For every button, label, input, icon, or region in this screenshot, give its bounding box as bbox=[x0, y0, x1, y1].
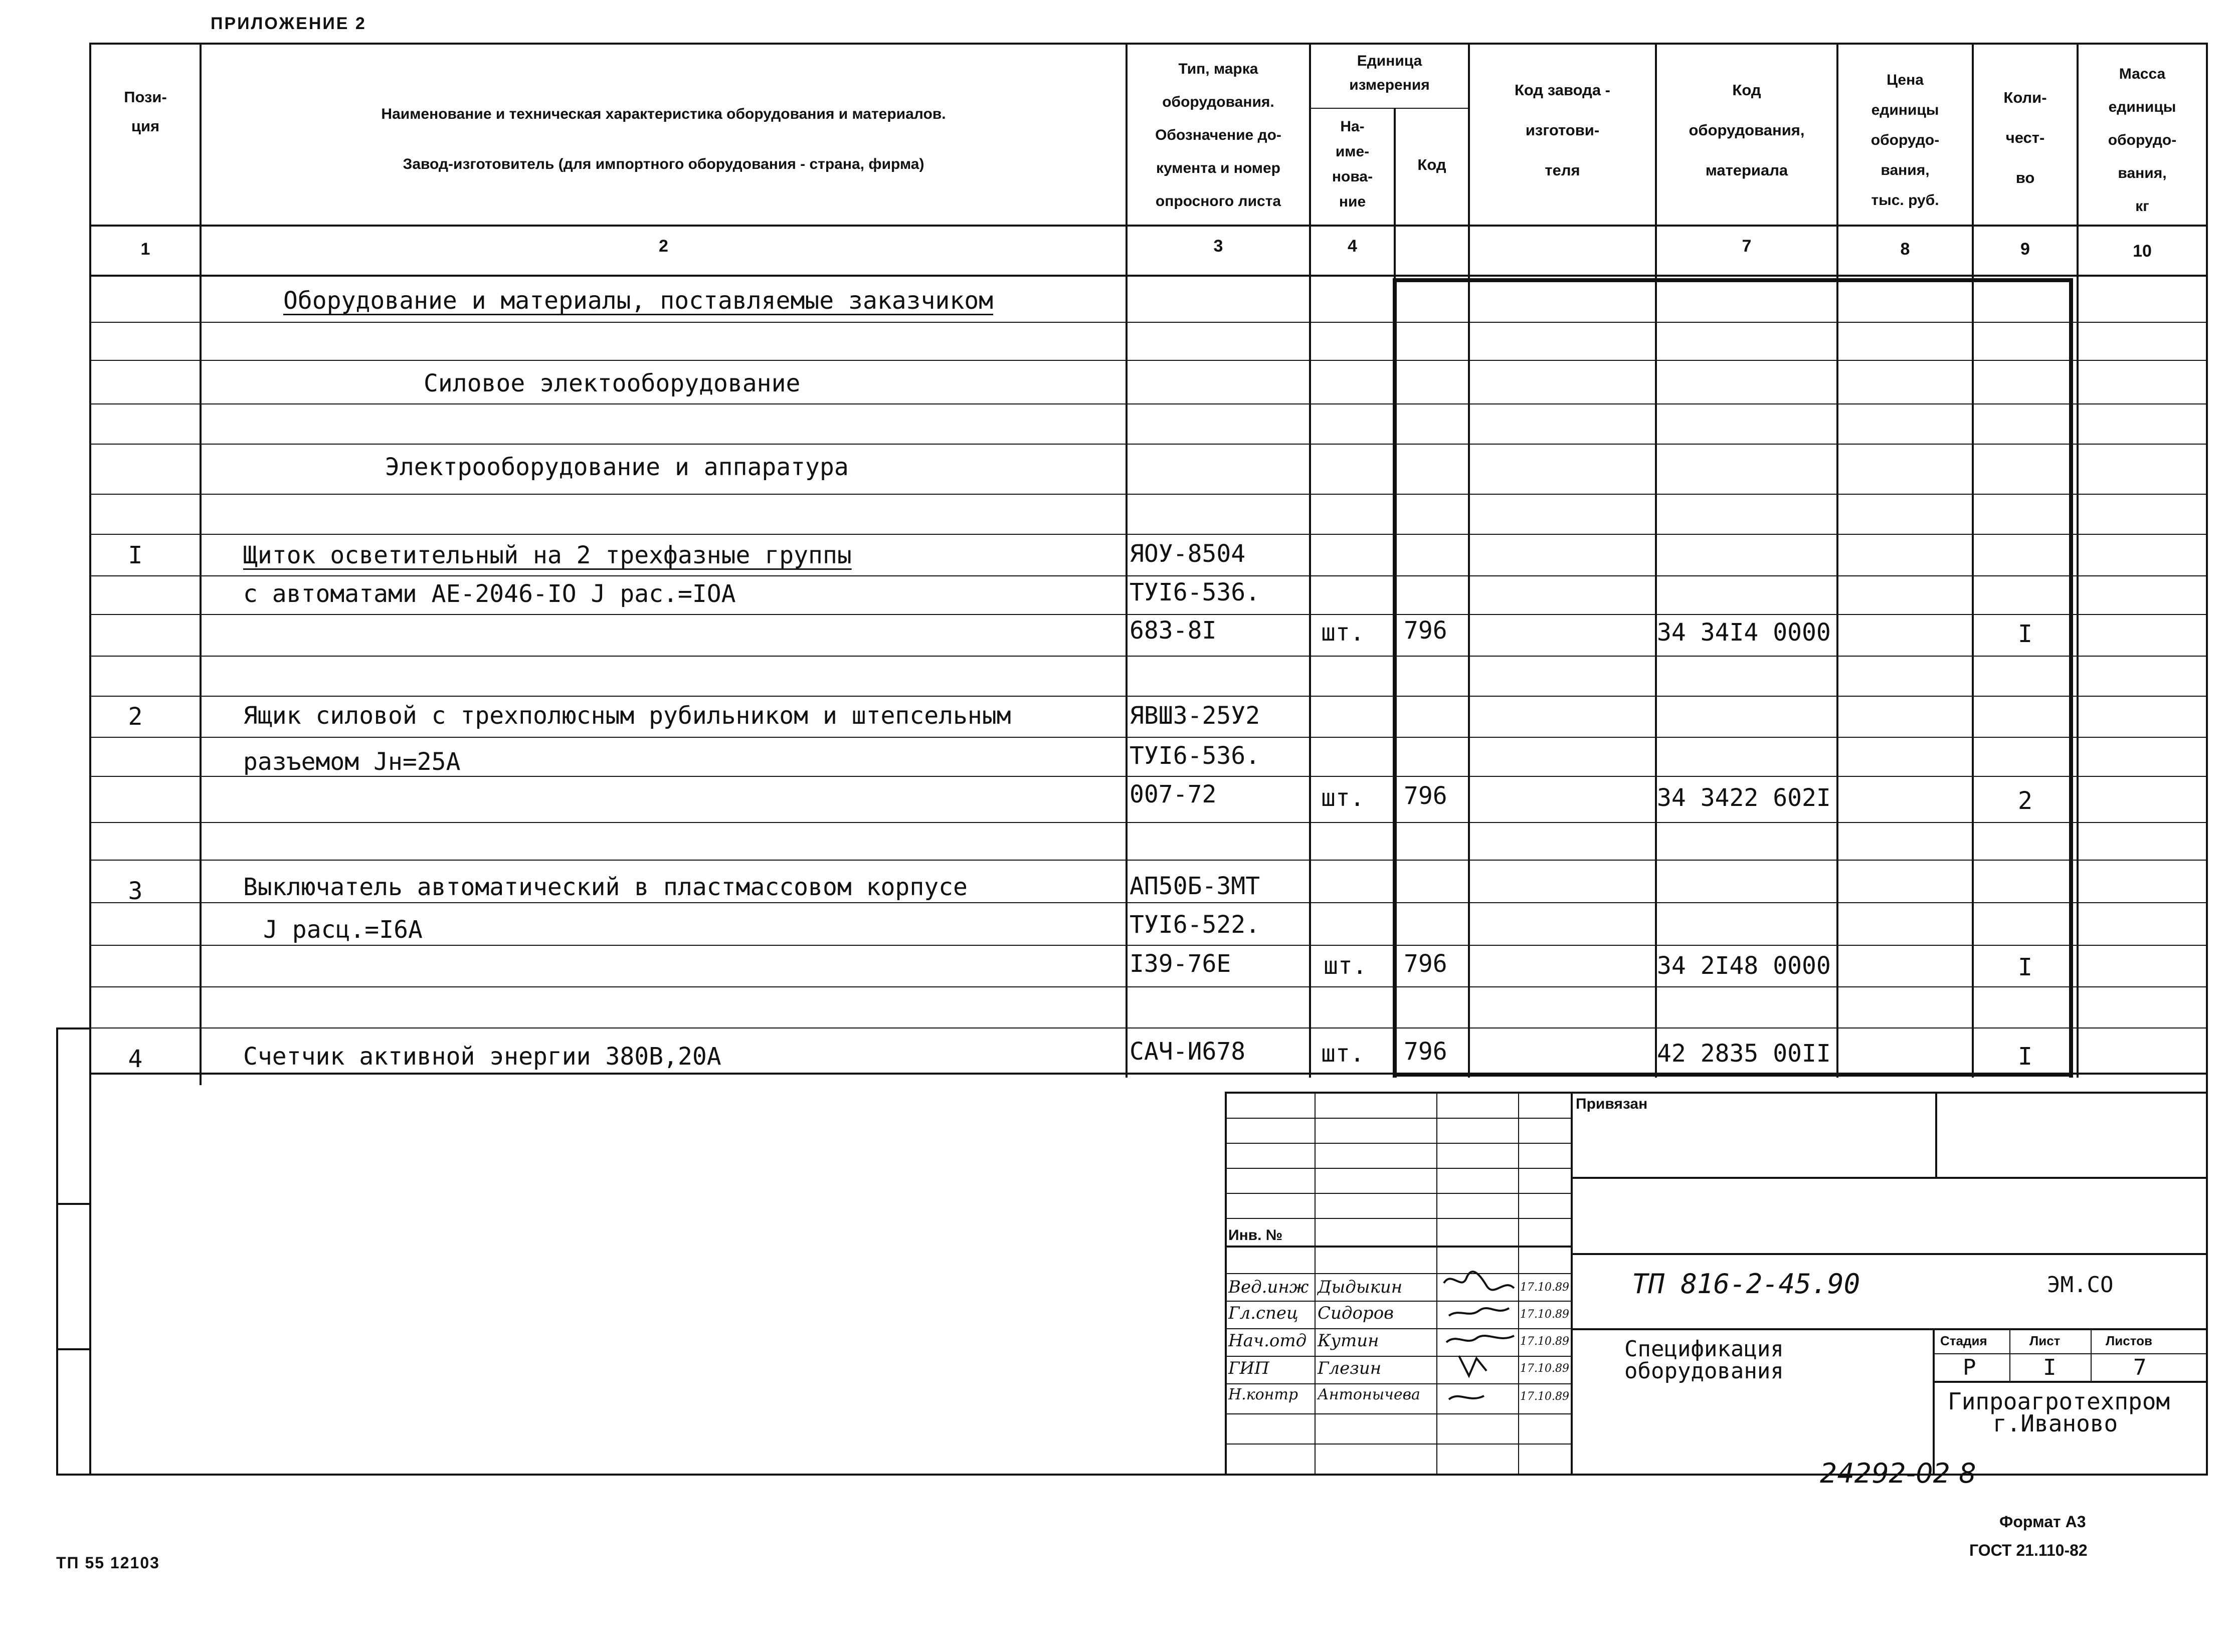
signature-date-5: 17.10.89 bbox=[1520, 1390, 1569, 1403]
item-quantity: I bbox=[2018, 620, 2032, 648]
item-position: 4 bbox=[128, 1045, 143, 1073]
header-unit-name: На- име- нова- ние bbox=[1332, 118, 1373, 210]
item-type-line-1: САЧ-И678 bbox=[1130, 1038, 1246, 1066]
item-type-line-3: 683-8I bbox=[1130, 616, 1217, 645]
signature-role-1: Вед.инж bbox=[1228, 1277, 1309, 1297]
signature-role-3: Нач.отд bbox=[1228, 1331, 1307, 1351]
item-name-line-1: Ящик силовой с трехполюсным рубильником и штепсельным bbox=[243, 702, 1011, 730]
document-code: ТП 816-2-45.90 bbox=[1632, 1268, 1860, 1300]
item-name-line-2: Ј расц.=I6A bbox=[263, 916, 423, 944]
sheets-value: 7 bbox=[2133, 1355, 2147, 1380]
organization-name: Гипроагротехпром bbox=[1948, 1388, 2170, 1415]
format-label: Формат А3 bbox=[1999, 1513, 2086, 1531]
sheet-mark: ЭМ.СО bbox=[2047, 1272, 2114, 1298]
item-equipment-code: 34 2I48 0000 bbox=[1657, 952, 1831, 980]
item-type-line-2: ТУI6-536. bbox=[1130, 578, 1260, 606]
item-quantity: 2 bbox=[2018, 787, 2032, 815]
item-name-line-2: с автоматами АЕ-2046-IO Ј рас.=IOA bbox=[243, 580, 736, 608]
signature-role-5: Н.контр bbox=[1228, 1386, 1298, 1403]
item-type-line-2: ТУI6-536. bbox=[1130, 742, 1260, 770]
gost-label: ГОСТ 21.110-82 bbox=[1969, 1541, 2088, 1559]
sheet-label: Лист bbox=[2029, 1333, 2061, 1348]
privyazan-label: Привязан bbox=[1576, 1096, 1648, 1112]
header-type: Тип, марка оборудования. Обозначение до- кумента и номер опросного листа bbox=[1155, 61, 1281, 210]
signature-name-5: Антонычева bbox=[1318, 1386, 1420, 1403]
section-power-equipment: Силовое электооборудование bbox=[424, 369, 801, 397]
signature-date-1: 17.10.89 bbox=[1520, 1281, 1569, 1294]
item-equipment-code: 34 3422 602I bbox=[1657, 784, 1831, 812]
item-unit: шт. bbox=[1321, 618, 1365, 647]
item-position: I bbox=[128, 541, 143, 569]
header-quantity: Коли- чест- во bbox=[2003, 89, 2047, 186]
organization-city: г.Иваново bbox=[1993, 1410, 2118, 1437]
inventory-number-label: Инв. № bbox=[1228, 1227, 1283, 1244]
item-type-line-2: ТУI6-522. bbox=[1130, 911, 1260, 939]
colnum-4: 4 bbox=[1348, 237, 1357, 256]
item-quantity: I bbox=[2018, 1043, 2032, 1071]
item-unit: шт. bbox=[1324, 952, 1367, 980]
item-type-line-3: I39-76Е bbox=[1130, 950, 1231, 978]
signature-role-4: ГИП bbox=[1228, 1358, 1269, 1378]
signature-date-3: 17.10.89 bbox=[1520, 1335, 1569, 1348]
item-name-line-1: Выключатель автоматический в пластмассовом корпусе bbox=[243, 873, 968, 901]
item-quantity: I bbox=[2018, 953, 2032, 981]
document-title-line-2: оборудования bbox=[1624, 1358, 1784, 1384]
signature-date-4: 17.10.89 bbox=[1520, 1362, 1569, 1375]
item-unit-code: 796 bbox=[1404, 1038, 1447, 1066]
signature-date-2: 17.10.89 bbox=[1520, 1308, 1569, 1321]
item-equipment-code: 42 2835 00II bbox=[1657, 1040, 1831, 1068]
signature-name-2: Сидоров bbox=[1318, 1303, 1394, 1323]
signature-scribbles bbox=[1439, 1268, 1519, 1413]
item-type-line-1: ЯВШЗ-25У2 bbox=[1130, 702, 1260, 730]
stage-value: Р bbox=[1963, 1355, 1976, 1380]
header-position: Пози- ция bbox=[124, 88, 167, 135]
sheet-value: I bbox=[2043, 1355, 2057, 1380]
sheets-label: Листов bbox=[2106, 1333, 2152, 1348]
header-name: Наименование и техническая характеристика оборудования и материалов. Завод-изготовитель (для импортного оборудования - страна, фирма) bbox=[381, 106, 946, 172]
signature-role-2: Гл.спец bbox=[1228, 1303, 1298, 1323]
stage-label: Стадия bbox=[1940, 1333, 1987, 1348]
item-name-line-1: Счетчик активной энергии 380В,20А bbox=[243, 1043, 721, 1071]
signature-name-3: Кутин bbox=[1318, 1331, 1379, 1351]
item-unit: шт. bbox=[1321, 1040, 1365, 1068]
item-unit: шт. bbox=[1321, 784, 1365, 812]
item-position: 3 bbox=[128, 877, 143, 905]
item-unit-code: 796 bbox=[1404, 616, 1447, 645]
item-unit-code: 796 bbox=[1404, 950, 1447, 978]
item-type-line-1: ЯОУ-8504 bbox=[1130, 540, 1246, 568]
colnum-8: 8 bbox=[1900, 240, 1910, 259]
header-unit-code: Код bbox=[1417, 156, 1446, 173]
section-electrical-apparatus: Электрооборудование и аппаратура bbox=[385, 453, 849, 481]
colnum-1: 1 bbox=[140, 240, 150, 259]
header-mass: Масса единицы оборудо- вания, кг bbox=[2108, 66, 2177, 215]
section-customer-supplied: Оборудование и материалы, поставляемые заказчиком bbox=[283, 287, 994, 315]
colnum-9: 9 bbox=[2020, 240, 2030, 259]
colnum-7: 7 bbox=[1742, 237, 1752, 256]
header-manufacturer-code: Код завода - изготови- теля bbox=[1514, 81, 1610, 179]
colnum-3: 3 bbox=[1213, 237, 1223, 256]
signature-name-1: Дыдыкин bbox=[1318, 1277, 1403, 1297]
header-equipment-code: Код оборудования, материала bbox=[1689, 81, 1805, 179]
top-note: ПРИЛОЖЕНИЕ 2 bbox=[211, 14, 366, 33]
item-type-line-1: АП50Б-3МТ bbox=[1130, 872, 1260, 900]
item-type-line-3: 007-72 bbox=[1130, 780, 1217, 808]
colnum-10: 10 bbox=[2133, 242, 2152, 261]
item-equipment-code: 34 34I4 0000 bbox=[1657, 618, 1831, 647]
item-unit-code: 796 bbox=[1404, 782, 1447, 810]
item-name-line-1: Щиток осветительный на 2 трехфазные группы bbox=[243, 541, 852, 569]
item-position: 2 bbox=[128, 703, 143, 731]
header-price: Цена единицы оборудо- вания, тыс. руб. bbox=[1871, 72, 1940, 209]
archive-number: 24292-02 8 bbox=[1820, 1458, 1976, 1489]
colnum-2: 2 bbox=[659, 237, 668, 256]
document-title-line-1: Спецификация bbox=[1624, 1336, 1784, 1362]
item-name-line-2: разъемом Јн=25А bbox=[243, 748, 461, 776]
signature-name-4: Глезин bbox=[1318, 1358, 1382, 1378]
header-unit-group: Единица измерения bbox=[1349, 53, 1430, 93]
bottom-left-code: ТП 55 12103 bbox=[56, 1554, 160, 1572]
